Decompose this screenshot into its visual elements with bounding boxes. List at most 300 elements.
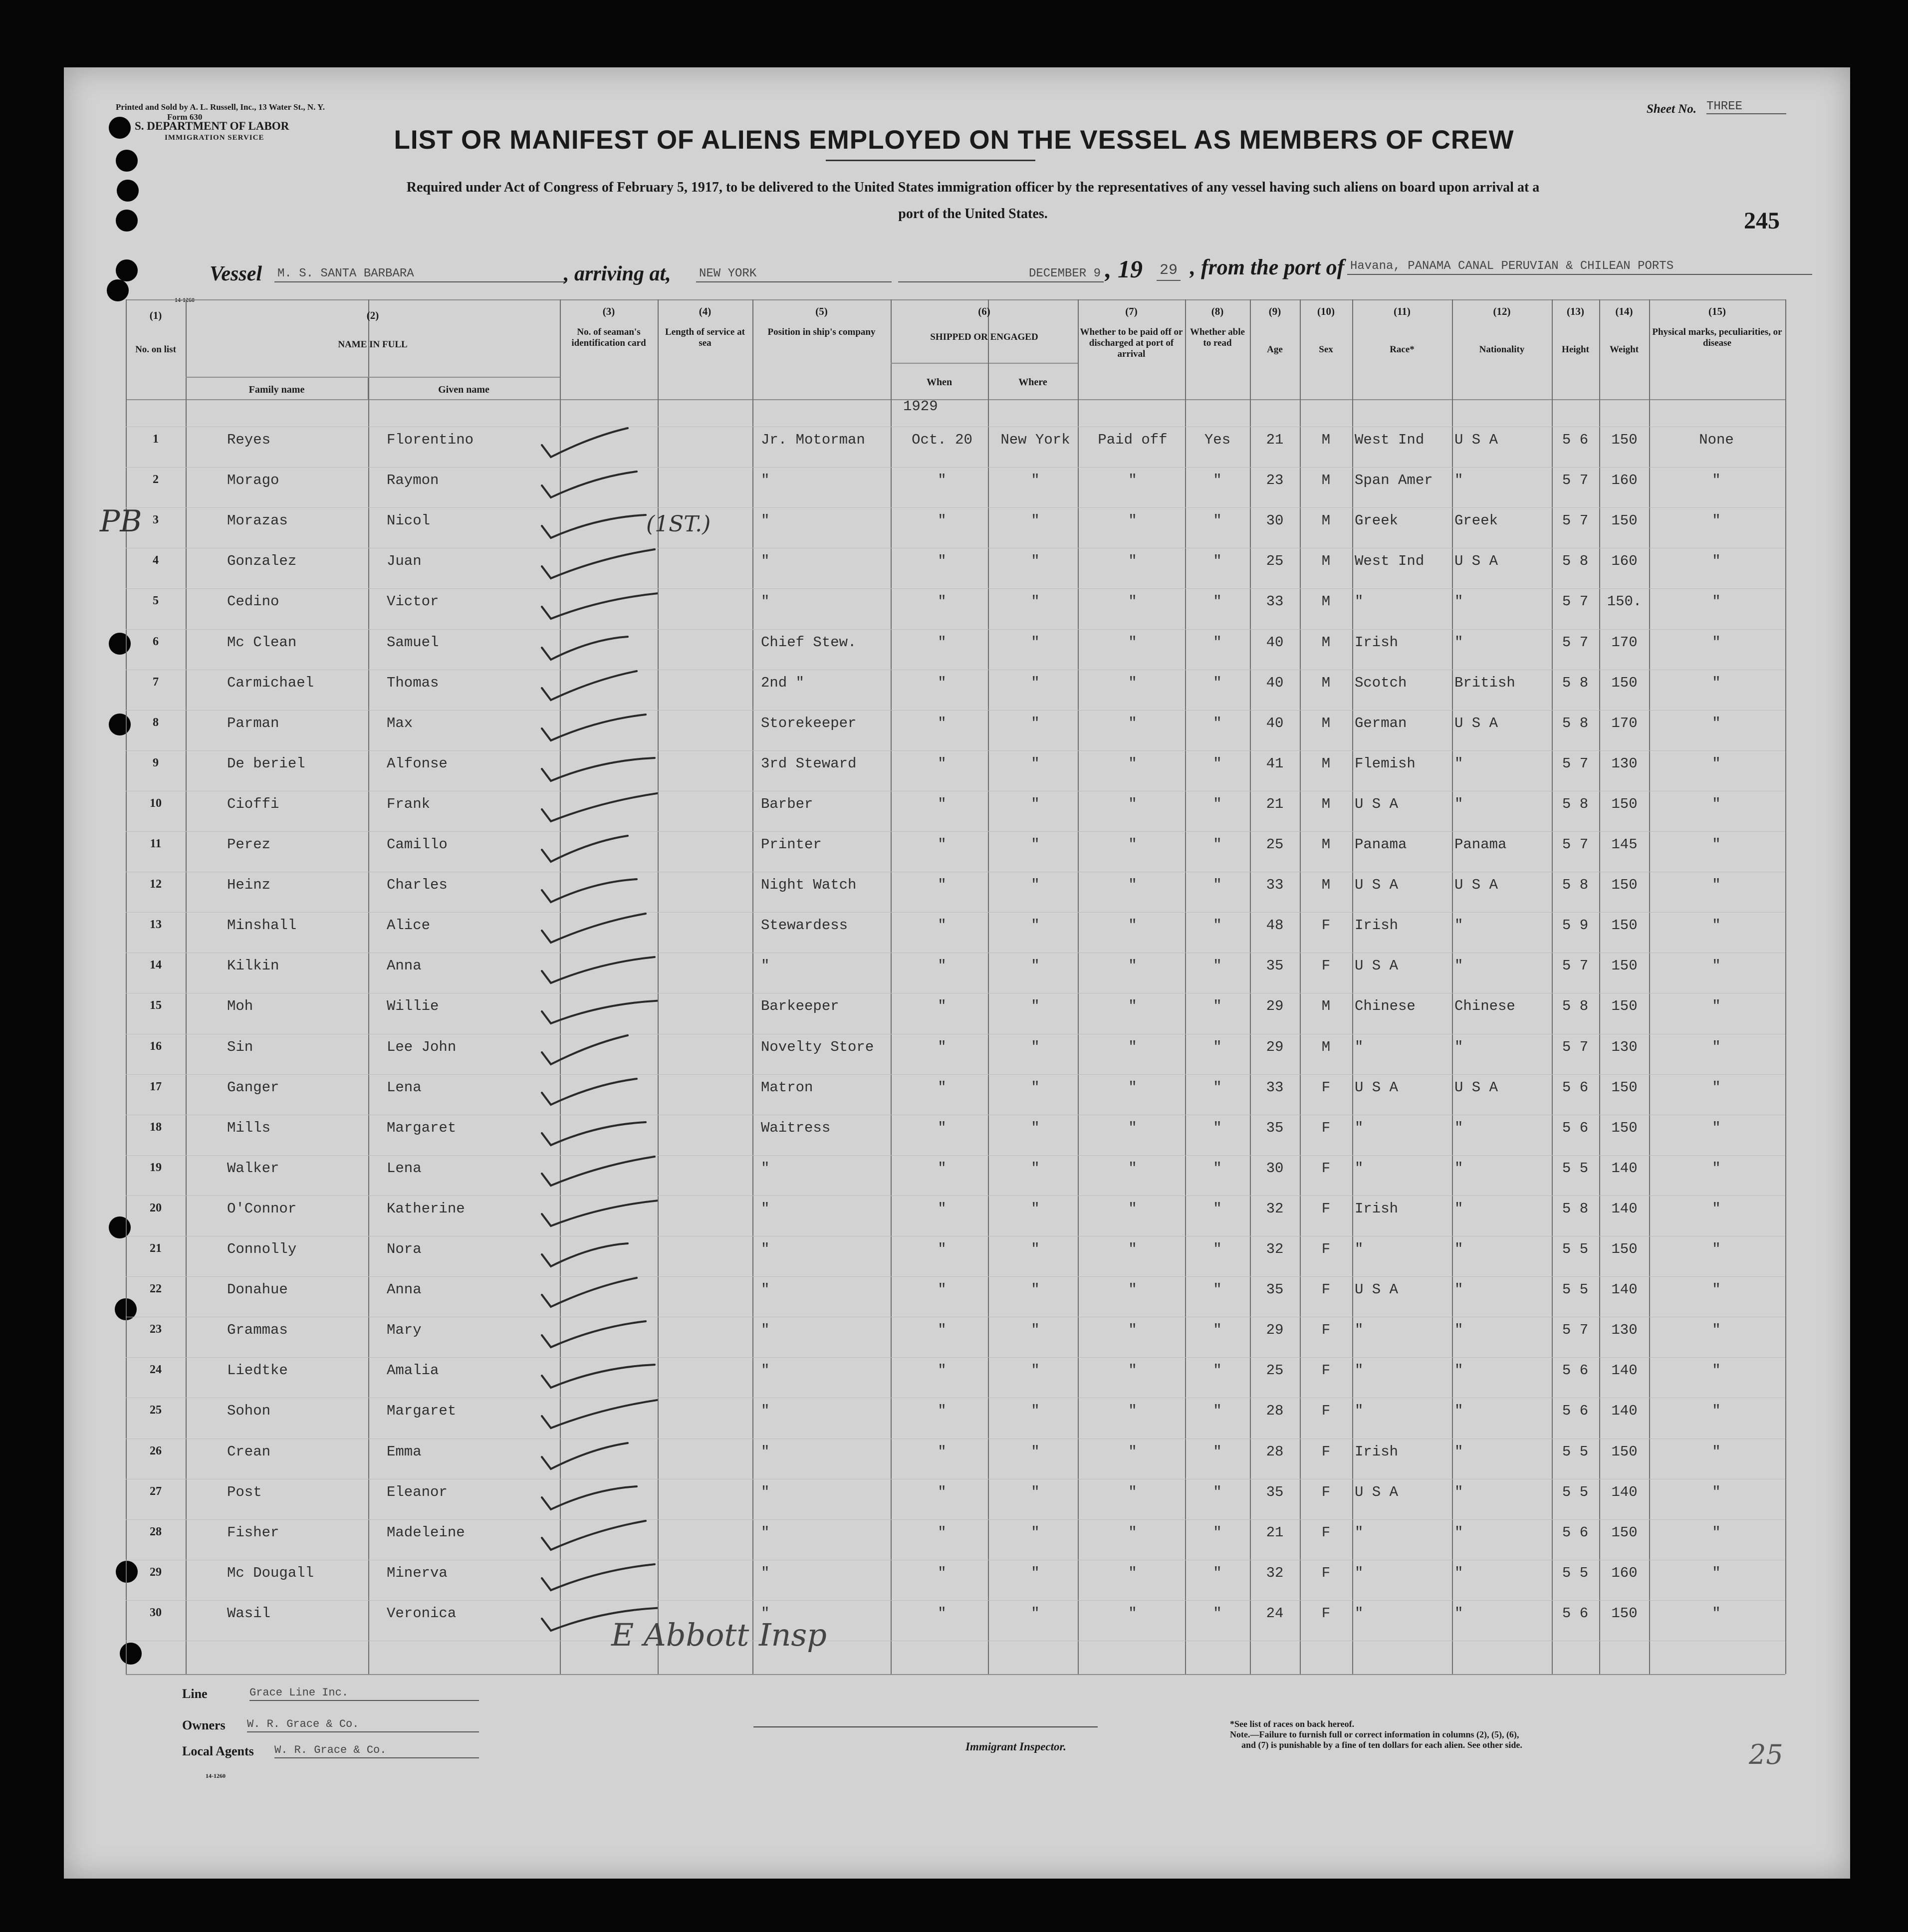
- crew-nat-cell: Chinese: [1454, 998, 1515, 1015]
- crew-age-cell: 29: [1266, 1322, 1284, 1339]
- crew-family-cell: Mc Clean: [227, 634, 297, 651]
- crew-age-cell: 41: [1266, 755, 1284, 772]
- column-number: (8): [1211, 305, 1224, 317]
- crew-race-cell: U S A: [1355, 1483, 1399, 1500]
- crew-paid-cell: Paid off: [1098, 432, 1168, 448]
- checkmark-icon: [538, 1107, 658, 1152]
- crew-height-cell: 5 6: [1562, 432, 1589, 448]
- crew-where-cell: ": [1031, 1079, 1040, 1096]
- column-header-label: Race*: [1390, 344, 1415, 355]
- crew-where-cell: ": [1031, 472, 1040, 489]
- checkmark-icon: [538, 1067, 658, 1112]
- crew-marks-cell: ": [1712, 1605, 1721, 1622]
- crew-marks-cell: ": [1712, 1362, 1721, 1379]
- printer-line: Printed and Sold by A. L. Russell, Inc., 13 Water St., N. Y.: [116, 102, 325, 112]
- crew-nat-cell: ": [1454, 795, 1463, 812]
- crew-weight-cell: 145: [1611, 836, 1638, 853]
- crew-when-cell: ": [938, 1038, 947, 1055]
- crew-race-cell: ": [1355, 1524, 1364, 1541]
- crew-marks-cell: ": [1712, 755, 1721, 772]
- crew-position-cell: ": [761, 1281, 770, 1298]
- crew-given-cell: Emma: [387, 1443, 422, 1460]
- crew-age-cell: 32: [1266, 1564, 1284, 1581]
- crew-read-cell: ": [1213, 512, 1222, 529]
- crew-weight-cell: 160: [1611, 1564, 1638, 1581]
- crew-when-cell: ": [938, 1524, 947, 1541]
- crew-where-cell: ": [1031, 674, 1040, 691]
- punch-hole: [116, 259, 138, 281]
- subtitle-line2: port of the United States.: [898, 206, 1048, 222]
- crew-paid-cell: ": [1128, 755, 1137, 772]
- crew-age-cell: 35: [1266, 1281, 1284, 1298]
- crew-when-cell: ": [938, 1483, 947, 1500]
- owners-label: Owners: [182, 1718, 226, 1732]
- crew-position-cell: Barkeeper: [761, 998, 839, 1015]
- row-number: 18: [150, 1120, 162, 1134]
- column-header-label: Nationality: [1479, 344, 1525, 355]
- crew-when-cell: ": [938, 593, 947, 610]
- crew-height-cell: 5 6: [1562, 1119, 1589, 1136]
- crew-paid-cell: ": [1128, 1200, 1137, 1217]
- crew-paid-cell: ": [1128, 472, 1137, 489]
- column-number: (3): [602, 305, 615, 317]
- crew-weight-cell: 140: [1611, 1362, 1638, 1379]
- crew-family-cell: Parman: [227, 715, 279, 731]
- column-subheader-label: Given name: [438, 384, 489, 395]
- crew-race-cell: ": [1355, 1241, 1364, 1257]
- crew-height-cell: 5 8: [1562, 715, 1589, 731]
- crew-read-cell: ": [1213, 634, 1222, 651]
- crew-where-cell: ": [1031, 958, 1040, 974]
- crew-sex-cell: M: [1321, 1038, 1331, 1055]
- crew-when-cell: ": [938, 472, 947, 489]
- crew-age-cell: 28: [1266, 1443, 1284, 1460]
- crew-sex-cell: F: [1321, 1483, 1331, 1500]
- crew-read-cell: ": [1213, 674, 1222, 691]
- crew-read-cell: ": [1213, 1564, 1222, 1581]
- column-number: (11): [1394, 305, 1411, 317]
- crew-read-cell: ": [1213, 472, 1222, 489]
- vessel-name: M. S. SANTA BARBARA: [274, 267, 565, 282]
- crew-race-cell: Irish: [1355, 1200, 1399, 1217]
- column-header-label: Length of service at sea: [665, 327, 745, 348]
- column-header-label: Height: [1562, 344, 1589, 355]
- row-rule: [126, 588, 1785, 589]
- crew-given-cell: Alice: [387, 917, 431, 934]
- crew-weight-cell: 150.: [1607, 593, 1642, 610]
- crew-family-cell: Perez: [227, 836, 271, 853]
- row-number: 23: [150, 1323, 162, 1336]
- crew-weight-cell: 140: [1611, 1200, 1638, 1217]
- crew-age-cell: 21: [1266, 432, 1284, 448]
- crew-race-cell: ": [1355, 593, 1364, 610]
- crew-nat-cell: U S A: [1454, 877, 1498, 894]
- column-divider: [1599, 299, 1600, 1674]
- title-underline: [826, 160, 1035, 161]
- sheet-number-value: THREE: [1706, 100, 1786, 114]
- column-number: (13): [1567, 305, 1584, 317]
- crew-nat-cell: ": [1454, 1483, 1463, 1500]
- crew-age-cell: 35: [1266, 1483, 1284, 1500]
- crew-position-cell: ": [761, 553, 770, 570]
- crew-when-cell: ": [938, 1079, 947, 1096]
- crew-marks-cell: None: [1699, 432, 1734, 448]
- crew-race-cell: Panama: [1355, 836, 1407, 853]
- from-label: , from the port of: [1190, 255, 1345, 279]
- crew-weight-cell: 160: [1611, 472, 1638, 489]
- checkmark-icon: [538, 540, 658, 585]
- crew-sex-cell: F: [1321, 1564, 1331, 1581]
- checkmark-icon: [538, 1269, 658, 1314]
- crew-sex-cell: M: [1321, 472, 1331, 489]
- crew-weight-cell: 140: [1611, 1483, 1638, 1500]
- crew-when-cell: ": [938, 634, 947, 651]
- crew-sex-cell: F: [1321, 1403, 1331, 1420]
- crew-when-cell: ": [938, 917, 947, 934]
- inspector-label: Immigrant Inspector.: [965, 1740, 1066, 1753]
- crew-read-cell: ": [1213, 553, 1222, 570]
- crew-family-cell: Kilkin: [227, 958, 279, 974]
- crew-family-cell: Moh: [227, 998, 253, 1015]
- crew-age-cell: 33: [1266, 593, 1284, 610]
- crew-age-cell: 40: [1266, 634, 1284, 651]
- crew-family-cell: Mills: [227, 1119, 271, 1136]
- crew-where-cell: ": [1031, 877, 1040, 894]
- crew-position-cell: Stewardess: [761, 917, 848, 934]
- crew-where-cell: ": [1031, 553, 1040, 570]
- crew-when-cell: ": [938, 1443, 947, 1460]
- crew-age-cell: 48: [1266, 917, 1284, 934]
- checkmark-icon: [538, 783, 658, 828]
- crew-sex-cell: M: [1321, 432, 1331, 448]
- column-header-label: SHIPPED OR ENGAGED: [930, 332, 1038, 342]
- crew-paid-cell: ": [1128, 877, 1137, 894]
- row-number: 15: [150, 999, 162, 1012]
- crew-read-cell: ": [1213, 1605, 1222, 1622]
- crew-marks-cell: ": [1712, 877, 1721, 894]
- row-number: 16: [150, 1039, 162, 1053]
- crew-where-cell: ": [1031, 1403, 1040, 1420]
- crew-given-cell: Willie: [387, 998, 439, 1015]
- row-rule: [126, 831, 1785, 832]
- crew-where-cell: ": [1031, 1605, 1040, 1622]
- crew-race-cell: ": [1355, 1038, 1364, 1055]
- crew-race-cell: U S A: [1355, 877, 1399, 894]
- crew-age-cell: 35: [1266, 958, 1284, 974]
- crew-position-cell: ": [761, 1483, 770, 1500]
- crew-height-cell: 5 5: [1562, 1160, 1589, 1177]
- row-rule: [126, 710, 1785, 711]
- crew-given-cell: Madeleine: [387, 1524, 465, 1541]
- crew-age-cell: 40: [1266, 715, 1284, 731]
- row-number: 1: [153, 433, 159, 446]
- checkmark-icon: [538, 1309, 658, 1354]
- row-rule: [126, 1600, 1785, 1601]
- crew-marks-cell: ": [1712, 1200, 1721, 1217]
- crew-sex-cell: M: [1321, 755, 1331, 772]
- crew-sex-cell: F: [1321, 1443, 1331, 1460]
- name-sub-header-line: [186, 377, 560, 378]
- crew-marks-cell: ": [1712, 1079, 1721, 1096]
- crew-marks-cell: ": [1712, 715, 1721, 731]
- crew-race-cell: U S A: [1355, 795, 1399, 812]
- checkmark-icon: [538, 824, 658, 869]
- crew-given-cell: Amalia: [387, 1362, 439, 1379]
- column-number: (10): [1317, 305, 1335, 317]
- crew-given-cell: Mary: [387, 1322, 422, 1339]
- crew-where-cell: ": [1031, 1160, 1040, 1177]
- checkmark-icon: [538, 1148, 658, 1193]
- row-number: 10: [150, 796, 162, 810]
- column-header-label: Whether able to read: [1190, 327, 1245, 348]
- crew-where-cell: ": [1031, 795, 1040, 812]
- crew-sex-cell: M: [1321, 674, 1331, 691]
- crew-race-cell: ": [1355, 1362, 1364, 1379]
- crew-paid-cell: ": [1128, 1403, 1137, 1420]
- crew-race-cell: ": [1355, 1605, 1364, 1622]
- crew-weight-cell: 130: [1611, 755, 1638, 772]
- crew-race-cell: U S A: [1355, 1079, 1399, 1096]
- crew-where-cell: ": [1031, 917, 1040, 934]
- crew-position-cell: ": [761, 1403, 770, 1420]
- column-divider: [1250, 299, 1251, 1674]
- crew-age-cell: 25: [1266, 553, 1284, 570]
- crew-given-cell: Katherine: [387, 1200, 465, 1217]
- crew-weight-cell: 150: [1611, 1443, 1638, 1460]
- crew-height-cell: 5 8: [1562, 553, 1589, 570]
- crew-where-cell: ": [1031, 512, 1040, 529]
- crew-family-cell: Crean: [227, 1443, 271, 1460]
- crew-sex-cell: M: [1321, 593, 1331, 610]
- row-rule: [126, 507, 1785, 508]
- column-divider: [752, 299, 753, 1674]
- row-number: 5: [153, 594, 159, 608]
- crew-marks-cell: ": [1712, 1403, 1721, 1420]
- crew-family-cell: Mc Dougall: [227, 1564, 314, 1581]
- crew-marks-cell: ": [1712, 836, 1721, 853]
- crew-family-cell: Wasil: [227, 1605, 271, 1622]
- checkmark-icon: [538, 864, 658, 909]
- crew-sex-cell: M: [1321, 634, 1331, 651]
- crew-height-cell: 5 7: [1562, 472, 1589, 489]
- row-number: 14: [150, 959, 162, 972]
- column-header-label: NAME IN FULL: [338, 339, 408, 350]
- arriving-port: NEW YORK: [696, 267, 892, 282]
- crew-age-cell: 25: [1266, 1362, 1284, 1379]
- crew-marks-cell: ": [1712, 1038, 1721, 1055]
- crew-sex-cell: M: [1321, 795, 1331, 812]
- column-header-label: Age: [1267, 344, 1283, 355]
- crew-race-cell: Scotch: [1355, 674, 1407, 691]
- crew-marks-cell: ": [1712, 1483, 1721, 1500]
- sheet-number-label: Sheet No.: [1647, 102, 1696, 116]
- crew-height-cell: 5 6: [1562, 1524, 1589, 1541]
- crew-nat-cell: ": [1454, 1403, 1463, 1420]
- crew-paid-cell: ": [1128, 1483, 1137, 1500]
- crew-age-cell: 21: [1266, 1524, 1284, 1541]
- crew-read-cell: ": [1213, 795, 1222, 812]
- column-header-label: Physical marks, peculiarities, or disease: [1652, 327, 1782, 348]
- crew-race-cell: German: [1355, 715, 1407, 731]
- crew-marks-cell: ": [1712, 795, 1721, 812]
- crew-nat-cell: ": [1454, 1605, 1463, 1622]
- crew-race-cell: ": [1355, 1403, 1364, 1420]
- crew-read-cell: ": [1213, 715, 1222, 731]
- crew-read-cell: ": [1213, 1079, 1222, 1096]
- crew-family-cell: Connolly: [227, 1241, 297, 1257]
- crew-family-cell: Morago: [227, 472, 279, 489]
- crew-sex-cell: F: [1321, 1160, 1331, 1177]
- crew-where-cell: ": [1031, 998, 1040, 1015]
- column-divider: [1785, 299, 1786, 1674]
- crew-height-cell: 5 6: [1562, 1362, 1589, 1379]
- crew-height-cell: 5 7: [1562, 958, 1589, 974]
- crew-when-cell: ": [938, 1564, 947, 1581]
- crew-age-cell: 23: [1266, 472, 1284, 489]
- crew-family-cell: De beriel: [227, 755, 305, 772]
- column-divider: [1185, 299, 1186, 1674]
- crew-family-cell: Donahue: [227, 1281, 288, 1298]
- crew-where-cell: ": [1031, 1362, 1040, 1379]
- row-number: 22: [150, 1282, 162, 1296]
- crew-age-cell: 28: [1266, 1403, 1284, 1420]
- column-header-label: Whether to be paid off or discharged at port of arrival: [1080, 327, 1183, 359]
- crew-read-cell: ": [1213, 1403, 1222, 1420]
- crew-nat-cell: Panama: [1454, 836, 1507, 853]
- crew-position-cell: ": [761, 512, 770, 529]
- row-number: 26: [150, 1444, 162, 1457]
- crew-given-cell: Lena: [387, 1079, 422, 1096]
- penalty-note-1: Note.—Failure to furnish full or correct information in columns (2), (5), (6),: [1230, 1729, 1519, 1739]
- crew-marks-cell: ": [1712, 634, 1721, 651]
- crew-marks-cell: ": [1712, 674, 1721, 691]
- crew-position-cell: ": [761, 1322, 770, 1339]
- crew-where-cell: ": [1031, 715, 1040, 731]
- crew-when-cell: ": [938, 1281, 947, 1298]
- year-prefix: , 19: [1105, 255, 1143, 283]
- crew-position-cell: Waitress: [761, 1119, 831, 1136]
- crew-nat-cell: ": [1454, 1200, 1463, 1217]
- crew-paid-cell: ": [1128, 1241, 1137, 1257]
- crew-weight-cell: 150: [1611, 958, 1638, 974]
- crew-marks-cell: ": [1712, 917, 1721, 934]
- crew-position-cell: Storekeeper: [761, 715, 857, 731]
- row-number: 24: [150, 1363, 162, 1377]
- crew-when-cell: ": [938, 755, 947, 772]
- crew-paid-cell: ": [1128, 512, 1137, 529]
- row-number: 8: [153, 716, 159, 729]
- crew-paid-cell: ": [1128, 1119, 1137, 1136]
- arrival-date: DECEMBER 9: [898, 267, 1104, 282]
- crew-position-cell: Matron: [761, 1079, 813, 1096]
- crew-sex-cell: F: [1321, 958, 1331, 974]
- crew-family-cell: Morazas: [227, 512, 288, 529]
- crew-given-cell: Raymon: [387, 472, 439, 489]
- crew-weight-cell: 140: [1611, 1160, 1638, 1177]
- crew-where-cell: ": [1031, 1524, 1040, 1541]
- punch-hole: [107, 279, 129, 301]
- row-number: 3: [153, 513, 159, 527]
- department-name: S. DEPARTMENT OF LABOR: [135, 120, 289, 132]
- crew-position-cell: Chief Stew.: [761, 634, 857, 651]
- crew-weight-cell: 170: [1611, 634, 1638, 651]
- crew-age-cell: 32: [1266, 1241, 1284, 1257]
- crew-read-cell: ": [1213, 998, 1222, 1015]
- column-divider: [1352, 299, 1353, 1674]
- crew-height-cell: 5 9: [1562, 917, 1589, 934]
- crew-position-cell: 3rd Steward: [761, 755, 857, 772]
- crew-height-cell: 5 8: [1562, 674, 1589, 691]
- crew-race-cell: ": [1355, 1119, 1364, 1136]
- owners-value: W. R. Grace & Co.: [247, 1718, 479, 1732]
- column-subheader-label: When: [926, 377, 953, 388]
- crew-family-cell: Sin: [227, 1038, 253, 1055]
- year-suffix: 29: [1157, 262, 1181, 281]
- crew-race-cell: U S A: [1355, 958, 1399, 974]
- row-number: 2: [153, 473, 159, 486]
- crew-weight-cell: 150: [1611, 877, 1638, 894]
- crew-race-cell: Greek: [1355, 512, 1399, 529]
- corner-mark: 25: [1749, 1739, 1783, 1770]
- crew-read-cell: ": [1213, 1322, 1222, 1339]
- crew-nat-cell: ": [1454, 1524, 1463, 1541]
- crew-paid-cell: ": [1128, 1281, 1137, 1298]
- crew-position-cell: ": [761, 472, 770, 489]
- year-label: 1929: [903, 398, 938, 415]
- table-top-border: [126, 299, 1785, 300]
- crew-family-cell: Grammas: [227, 1322, 288, 1339]
- crew-family-cell: Cedino: [227, 593, 279, 610]
- crew-paid-cell: ": [1128, 795, 1137, 812]
- crew-height-cell: 5 8: [1562, 877, 1589, 894]
- crew-marks-cell: ": [1712, 1160, 1721, 1177]
- crew-read-cell: ": [1213, 1483, 1222, 1500]
- crew-nat-cell: ": [1454, 1119, 1463, 1136]
- crew-weight-cell: 150: [1611, 1079, 1638, 1096]
- column-divider: [1452, 299, 1453, 1674]
- crew-family-cell: Walker: [227, 1160, 279, 1177]
- crew-age-cell: 33: [1266, 877, 1284, 894]
- shipped-sub-divider: [988, 363, 989, 1674]
- column-divider: [1078, 299, 1079, 1674]
- checkmark-icon: [538, 662, 658, 707]
- crew-weight-cell: 150: [1611, 1241, 1638, 1257]
- crew-where-cell: ": [1031, 1443, 1040, 1460]
- crew-given-cell: Juan: [387, 553, 422, 570]
- crew-when-cell: ": [938, 958, 947, 974]
- checkmark-icon: [538, 1512, 658, 1557]
- crew-given-cell: Anna: [387, 1281, 422, 1298]
- crew-nat-cell: Greek: [1454, 512, 1498, 529]
- crew-given-cell: Lee John: [387, 1038, 457, 1055]
- crew-given-cell: Margaret: [387, 1403, 457, 1420]
- punch-hole: [117, 180, 139, 202]
- column-header-label: Position in ship's company: [767, 327, 876, 337]
- crew-sex-cell: F: [1321, 1241, 1331, 1257]
- crew-paid-cell: ": [1128, 1160, 1137, 1177]
- crew-nat-cell: ": [1454, 1322, 1463, 1339]
- crew-family-cell: Heinz: [227, 877, 271, 894]
- crew-where-cell: ": [1031, 1200, 1040, 1217]
- crew-read-cell: ": [1213, 1119, 1222, 1136]
- crew-given-cell: Veronica: [387, 1605, 457, 1622]
- crew-family-cell: Cioffi: [227, 795, 279, 812]
- crew-height-cell: 5 5: [1562, 1564, 1589, 1581]
- row-number: 6: [153, 635, 159, 648]
- row-number: 17: [150, 1080, 162, 1093]
- column-divider: [1649, 299, 1650, 1674]
- crew-when-cell: ": [938, 1160, 947, 1177]
